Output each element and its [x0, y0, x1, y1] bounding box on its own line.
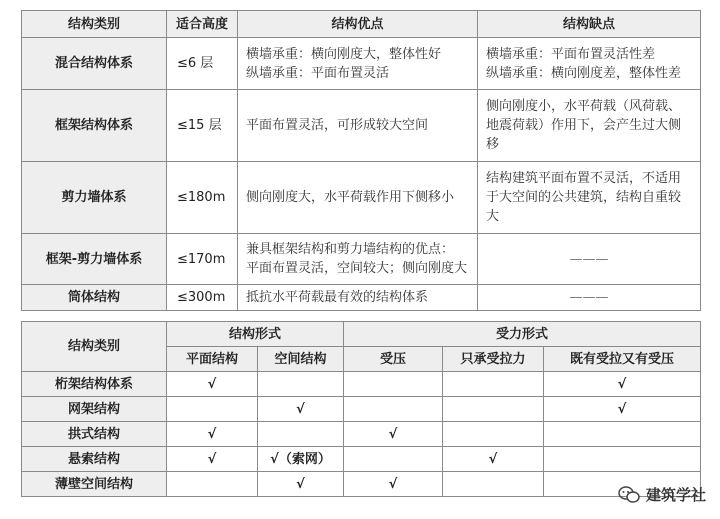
check-cell: √	[544, 397, 701, 422]
table-row	[22, 234, 701, 285]
row-cons: ———	[478, 285, 701, 311]
row-height: ≤180m	[167, 162, 238, 234]
check-cell: √	[167, 422, 258, 447]
check-cell: √	[344, 422, 443, 447]
row-pros: 抵抗水平荷载最有效的结构体系	[238, 285, 478, 311]
row-pros: 侧向刚度大，水平荷载作用下侧移小	[238, 162, 478, 234]
check-cell: √	[167, 372, 258, 397]
table-row	[22, 162, 701, 234]
row-height: ≤6 层	[167, 38, 238, 90]
table-row	[22, 397, 701, 422]
check-cell	[344, 397, 443, 422]
row-pros: 横墙承重：横向刚度大，整体性好 纵墙承重：平面布置灵活	[238, 38, 478, 90]
table-row	[22, 472, 701, 497]
row-cons: 结构建筑平面布置不灵活，不适用 于大空间的公共建筑，结构自重较 大	[478, 162, 701, 234]
row-height: ≤15 层	[167, 90, 238, 162]
check-cell: √	[344, 472, 443, 497]
row-type: 筒体结构	[22, 285, 167, 311]
row-height: ≤170m	[167, 234, 238, 285]
subheader: 只承受拉力	[443, 347, 544, 372]
check-cell	[544, 447, 701, 472]
subheader: 受压	[344, 347, 443, 372]
table-row	[22, 372, 701, 397]
row-type: 薄壁空间结构	[22, 472, 167, 497]
row-pros: 兼具框架结构和剪力墙结构的优点： 平面布置灵活，空间较大；侧向刚度大	[238, 234, 478, 285]
check-cell	[443, 472, 544, 497]
check-cell	[344, 372, 443, 397]
check-cell	[258, 372, 344, 397]
check-cell	[258, 422, 344, 447]
row-pros: 平面布置灵活，可形成较大空间	[238, 90, 478, 162]
table-row	[22, 90, 701, 162]
header-force-form: 受力形式	[344, 322, 701, 347]
header-type: 结构类别	[22, 322, 167, 372]
check-cell	[544, 422, 701, 447]
row-type: 桁架结构体系	[22, 372, 167, 397]
row-cons: 侧向刚度小，水平荷载（风荷载、 地震荷载）作用下，会产生过大侧 移	[478, 90, 701, 162]
row-cons: 横墙承重：平面布置灵活性差 纵墙承重：横向刚度差，整体性差	[478, 38, 701, 90]
row-type: 拱式结构	[22, 422, 167, 447]
header-cons: 结构缺点	[478, 11, 701, 38]
subheader: 既有受拉又有受压	[544, 347, 701, 372]
force-form-table	[21, 321, 701, 497]
row-type: 框架结构体系	[22, 90, 167, 162]
check-cell: √	[258, 397, 344, 422]
check-cell	[167, 472, 258, 497]
row-type: 框架-剪力墙体系	[22, 234, 167, 285]
check-cell: √	[544, 372, 701, 397]
table-row	[22, 447, 701, 472]
watermark	[618, 484, 706, 505]
watermark-text: 建筑学社	[645, 486, 706, 504]
check-cell: √	[258, 472, 344, 497]
table-header-row	[22, 11, 701, 38]
header-type: 结构类别	[22, 11, 167, 38]
row-type: 混合结构体系	[22, 38, 167, 90]
row-cons: ———	[478, 234, 701, 285]
row-type: 剪力墙体系	[22, 162, 167, 234]
header-height: 适合高度	[167, 11, 238, 38]
check-cell	[443, 422, 544, 447]
table-row	[22, 285, 701, 311]
table-row	[22, 422, 701, 447]
check-cell	[443, 372, 544, 397]
table-header-row	[22, 322, 701, 347]
subheader: 平面结构	[167, 347, 258, 372]
header-structure-form: 结构形式	[167, 322, 344, 347]
check-cell: √	[167, 447, 258, 472]
check-cell: √（索网）	[258, 447, 344, 472]
check-cell: √	[443, 447, 544, 472]
check-cell	[344, 447, 443, 472]
table-row	[22, 38, 701, 90]
check-cell	[167, 397, 258, 422]
row-type: 悬索结构	[22, 447, 167, 472]
header-pros: 结构优点	[238, 11, 478, 38]
structure-comparison-table	[21, 10, 701, 311]
row-type: 网架结构	[22, 397, 167, 422]
row-height: ≤300m	[167, 285, 238, 311]
wechat-icon	[618, 486, 640, 504]
subheader: 空间结构	[258, 347, 344, 372]
check-cell	[443, 397, 544, 422]
